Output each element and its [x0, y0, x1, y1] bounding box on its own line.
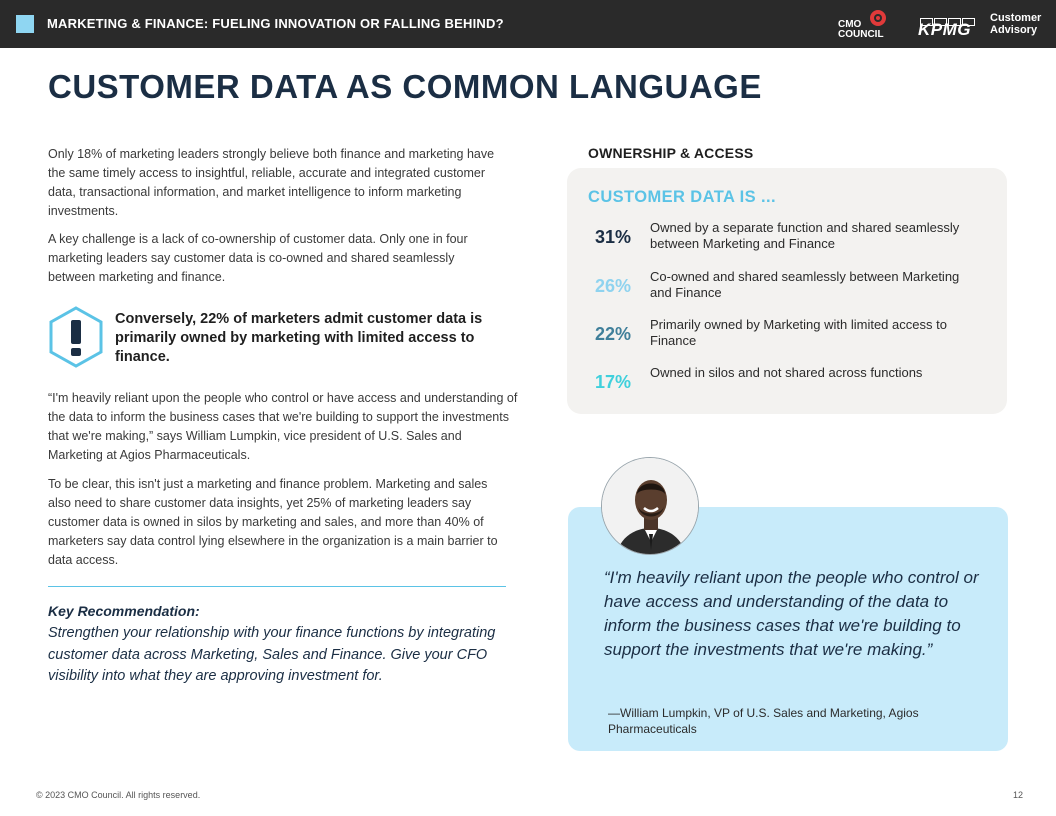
ownership-card — [567, 168, 1007, 414]
intro-paragraph: Only 18% of marketing leaders strongly believe both finance and marketing have the same timely access to insightful, reliable, accurate and integrated customer data, transactional information, and market intelligence to inform marketing investments. — [48, 147, 495, 218]
advisory-line1: Customer — [990, 12, 1042, 24]
stat-row — [567, 316, 1007, 356]
callout-box — [48, 306, 518, 372]
challenge-paragraph: A key challenge is a lack of co-ownership of customer data. Only one in four marketing leaders say customer data is co-owned and shared seamlessly between marketing and finance. — [48, 232, 468, 284]
stat-percent: 17% — [595, 372, 632, 392]
cmo-swirl-icon — [868, 8, 888, 28]
quote-attribution: —William Lumpkin, VP of U.S. Sales and Marketing, Agios Pharmaceuticals — [608, 706, 919, 736]
section-divider — [48, 586, 506, 587]
report-title: MARKETING & FINANCE: FUELING INNOVATION OR FALLING BEHIND? — [47, 16, 504, 31]
stat-percent: 22% — [595, 324, 632, 344]
ownership-heading: OWNERSHIP & ACCESS — [588, 145, 754, 161]
stat-description: Primarily owned by Marketing with limited access to Finance — [650, 317, 947, 348]
recommendation-heading: Key Recommendation: — [48, 603, 200, 619]
cmo-logo-line2: COUNCIL — [838, 29, 884, 40]
ownership-card-title: CUSTOMER DATA IS ... — [588, 188, 776, 206]
advisory-line2: Advisory — [990, 24, 1038, 36]
customer-advisory-logo — [990, 12, 1050, 36]
exclamation-hexagon-icon — [48, 306, 104, 368]
kpmg-logo — [918, 13, 978, 39]
stat-description: Owned by a separate function and shared seamlessly between Marketing and Finance — [650, 220, 960, 251]
copyright-notice: © 2023 CMO Council. All rights reserved. — [36, 790, 201, 800]
stat-percent: 26% — [595, 276, 632, 296]
page-number: 12 — [1013, 790, 1024, 800]
cmo-council-logo — [838, 8, 890, 42]
page-title: CUSTOMER DATA AS COMMON LANGUAGE — [48, 68, 762, 105]
callout-text: Conversely, 22% of marketers admit customer data is primarily owned by marketing with limited access to finance. — [115, 311, 483, 365]
section-marker — [16, 15, 34, 33]
kpmg-wordmark: KPMG — [918, 20, 971, 39]
portrait-photo — [601, 457, 699, 555]
stat-description: Co-owned and shared seamlessly between Marketing and Finance — [650, 269, 960, 300]
stat-row — [567, 364, 1007, 404]
stat-row — [567, 219, 1007, 259]
stat-row — [567, 268, 1007, 308]
cmo-logo-line1: CMO — [838, 19, 862, 30]
context-paragraph: To be clear, this isn't just a marketing and finance problem. Marketing and sales also need to share customer data insights, yet 25% of marketing leaders say customer data is owned in silos by marketing and sales, and more than 40% of marketers say data control lying elsewhere in the organization is a main barrier to data access. — [48, 477, 498, 567]
person-portrait-icon — [602, 458, 699, 555]
recommendation-text: Strengthen your relationship with your finance functions by integrating customer data across Marketing, Sales and Finance. Give your CFO visibility into what they are approving investment for. — [48, 625, 496, 684]
stat-percent: 31% — [595, 227, 632, 247]
pull-quote: “I'm heavily reliant upon the people who control or have access and understanding of the data to inform the business cases that we're building to support the investments that we're making.” — [604, 568, 979, 659]
stat-description: Owned in silos and not shared across functions — [650, 365, 923, 380]
quote-paragraph: “I'm heavily reliant upon the people who control or have access and understanding of the data to inform the business cases that we're building to support the investments that we're making,” says William Lumpkin, vice president of U.S. Sales and Marketing at Agios Pharmaceuticals. — [48, 391, 518, 462]
top-bar — [0, 0, 1056, 48]
